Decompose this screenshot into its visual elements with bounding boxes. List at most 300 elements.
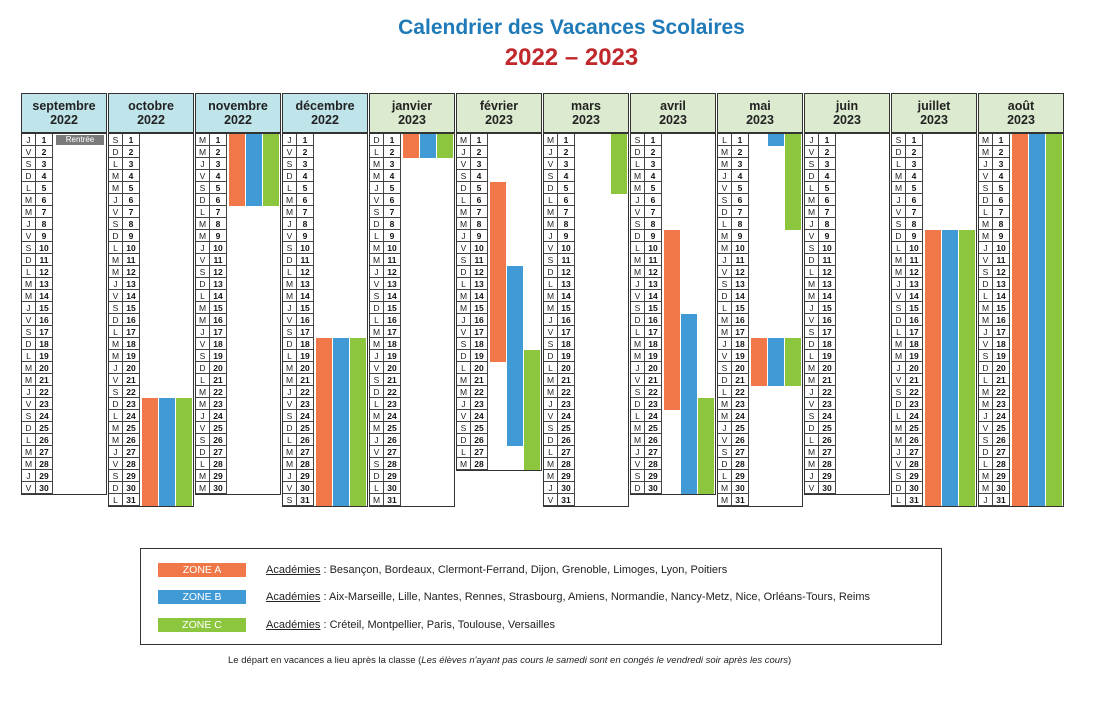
day-row — [109, 146, 193, 158]
weekday-letter: V — [283, 398, 297, 410]
weekday-letter: M — [457, 374, 471, 386]
day-row — [805, 158, 889, 170]
day-number: 7 — [819, 206, 836, 218]
weekday-letter: S — [892, 218, 906, 230]
day-number: 8 — [36, 218, 53, 230]
weekday-letter: M — [196, 470, 210, 482]
weekday-letter: M — [22, 446, 36, 458]
day-row — [370, 302, 454, 314]
day-number: 19 — [906, 350, 923, 362]
day-number: 17 — [993, 326, 1010, 338]
day-row — [283, 278, 367, 290]
weekday-letter: M — [718, 230, 732, 242]
holiday-bar-zone-c — [437, 134, 453, 158]
day-number: 29 — [36, 470, 53, 482]
weekday-letter: S — [718, 362, 732, 374]
day-number: 11 — [297, 254, 314, 266]
holiday-bar-zone-c — [959, 230, 975, 506]
day-row — [196, 422, 280, 434]
weekday-letter: M — [544, 134, 558, 146]
day-number: 7 — [732, 206, 749, 218]
weekday-letter: M — [544, 458, 558, 470]
day-number: 16 — [993, 314, 1010, 326]
day-number: 31 — [558, 494, 575, 506]
day-number: 13 — [906, 278, 923, 290]
day-row — [631, 146, 715, 158]
day-number: 2 — [906, 146, 923, 158]
month-year: 2023 — [398, 113, 426, 127]
weekday-letter: D — [544, 350, 558, 362]
weekday-letter: M — [979, 146, 993, 158]
weekday-letter: V — [805, 314, 819, 326]
day-number: 18 — [819, 338, 836, 350]
month-year: 2023 — [659, 113, 687, 127]
weekday-letter: D — [892, 482, 906, 494]
day-row — [283, 254, 367, 266]
day-number: 18 — [906, 338, 923, 350]
day-number: 7 — [297, 206, 314, 218]
weekday-letter: J — [544, 314, 558, 326]
weekday-letter: J — [22, 470, 36, 482]
day-number: 22 — [297, 386, 314, 398]
day-number: 10 — [210, 242, 227, 254]
weekday-letter: M — [805, 458, 819, 470]
day-row — [718, 290, 802, 302]
day-number: 24 — [558, 410, 575, 422]
weekday-letter: V — [544, 410, 558, 422]
weekday-letter: V — [892, 290, 906, 302]
weekday-letter: J — [283, 386, 297, 398]
day-row — [892, 194, 976, 206]
day-number: 21 — [384, 374, 401, 386]
day-number: 4 — [384, 170, 401, 182]
weekday-letter: M — [718, 242, 732, 254]
weekday-letter: D — [892, 398, 906, 410]
month-name: janvier — [391, 99, 433, 113]
day-number: 21 — [471, 374, 488, 386]
day-row — [544, 338, 628, 350]
day-number: 13 — [645, 278, 662, 290]
day-number: 7 — [123, 206, 140, 218]
day-row — [370, 458, 454, 470]
day-number: 1 — [210, 134, 227, 146]
weekday-letter: L — [979, 206, 993, 218]
footnote-end: ) — [788, 655, 792, 666]
day-row — [718, 410, 802, 422]
day-number: 1 — [819, 134, 836, 146]
holiday-bar-zone-b — [159, 398, 175, 506]
month-days — [369, 133, 455, 507]
weekday-letter: D — [109, 398, 123, 410]
holiday-bar-zone-a — [925, 230, 941, 506]
day-number: 10 — [384, 242, 401, 254]
weekday-letter: D — [979, 362, 993, 374]
weekday-letter: L — [979, 374, 993, 386]
day-row — [109, 278, 193, 290]
day-number: 3 — [471, 158, 488, 170]
day-number: 27 — [123, 446, 140, 458]
day-number: 27 — [297, 446, 314, 458]
day-number: 6 — [471, 194, 488, 206]
weekday-letter: V — [109, 458, 123, 470]
weekday-letter: J — [196, 410, 210, 422]
month-name: février — [479, 99, 519, 113]
weekday-letter: L — [892, 158, 906, 170]
day-number: 22 — [384, 386, 401, 398]
day-row — [805, 326, 889, 338]
weekday-letter: L — [196, 374, 210, 386]
day-number: 16 — [471, 314, 488, 326]
day-number: 16 — [297, 314, 314, 326]
day-row — [196, 470, 280, 482]
day-number: 8 — [732, 218, 749, 230]
day-number: 20 — [906, 362, 923, 374]
weekday-letter: V — [544, 494, 558, 506]
zone-b-swatch: ZONE B — [158, 590, 246, 604]
weekday-letter: M — [544, 470, 558, 482]
day-number: 21 — [297, 374, 314, 386]
weekday-letter: J — [457, 230, 471, 242]
weekday-letter: S — [631, 302, 645, 314]
weekday-letter: M — [457, 206, 471, 218]
day-number: 2 — [645, 146, 662, 158]
weekday-letter: M — [370, 170, 384, 182]
page-title: Calendrier des Vacances Scolaires — [398, 16, 745, 39]
day-row — [718, 242, 802, 254]
month-header — [717, 93, 803, 133]
weekday-letter: L — [283, 182, 297, 194]
day-number: 1 — [36, 134, 53, 146]
weekday-letter: M — [109, 266, 123, 278]
day-number: 31 — [906, 494, 923, 506]
weekday-letter: M — [370, 242, 384, 254]
holiday-bar-zone-c — [263, 134, 279, 206]
holiday-bar-zone-b — [942, 230, 958, 506]
academies-list: : Créteil, Montpellier, Paris, Toulouse, Versailles — [320, 619, 555, 631]
day-row — [892, 170, 976, 182]
day-number: 26 — [732, 434, 749, 446]
day-number: 19 — [645, 350, 662, 362]
weekday-letter: M — [457, 386, 471, 398]
day-row — [22, 134, 106, 146]
day-number: 27 — [819, 446, 836, 458]
weekday-letter: M — [979, 230, 993, 242]
weekday-letter: M — [892, 170, 906, 182]
day-number: 26 — [645, 434, 662, 446]
day-number: 14 — [645, 290, 662, 302]
weekday-letter: S — [631, 134, 645, 146]
academies-label: Académies — [266, 591, 321, 603]
weekday-letter: V — [370, 194, 384, 206]
weekday-letter: S — [979, 266, 993, 278]
weekday-letter: J — [979, 410, 993, 422]
day-number: 2 — [36, 146, 53, 158]
day-number: 20 — [732, 362, 749, 374]
day-number: 14 — [819, 290, 836, 302]
day-number: 3 — [732, 158, 749, 170]
weekday-letter: V — [892, 206, 906, 218]
weekday-letter: D — [718, 290, 732, 302]
day-row — [196, 314, 280, 326]
day-row — [283, 266, 367, 278]
day-number: 28 — [732, 458, 749, 470]
weekday-letter: L — [544, 362, 558, 374]
day-number: 19 — [558, 350, 575, 362]
day-number: 4 — [210, 170, 227, 182]
day-row — [805, 206, 889, 218]
weekday-letter: D — [283, 422, 297, 434]
day-row — [196, 434, 280, 446]
weekday-letter: J — [370, 350, 384, 362]
day-number: 10 — [906, 242, 923, 254]
day-row — [544, 422, 628, 434]
day-number: 11 — [384, 254, 401, 266]
weekday-letter: M — [718, 398, 732, 410]
day-row — [370, 470, 454, 482]
weekday-letter: L — [109, 410, 123, 422]
weekday-letter: V — [544, 326, 558, 338]
weekday-letter: L — [892, 242, 906, 254]
day-row — [109, 254, 193, 266]
day-number: 21 — [558, 374, 575, 386]
day-number: 16 — [384, 314, 401, 326]
day-number: 15 — [471, 302, 488, 314]
academies-label: Académies — [266, 619, 321, 631]
day-row — [805, 470, 889, 482]
month-name: avril — [660, 99, 686, 113]
day-number: 16 — [906, 314, 923, 326]
holiday-bar-zone-a — [229, 134, 245, 206]
weekday-letter: V — [631, 458, 645, 470]
weekday-letter: S — [370, 290, 384, 302]
day-row — [718, 398, 802, 410]
day-number: 30 — [819, 482, 836, 494]
weekday-letter: S — [892, 386, 906, 398]
weekday-letter: M — [283, 194, 297, 206]
day-row — [457, 146, 541, 158]
day-row — [370, 206, 454, 218]
day-number: 3 — [819, 158, 836, 170]
weekday-letter: L — [457, 194, 471, 206]
weekday-letter: M — [283, 290, 297, 302]
day-row — [805, 278, 889, 290]
day-row — [805, 290, 889, 302]
weekday-letter: J — [979, 242, 993, 254]
day-number: 23 — [732, 398, 749, 410]
weekday-letter: M — [283, 446, 297, 458]
month-header — [195, 93, 281, 133]
day-number: 25 — [906, 422, 923, 434]
weekday-letter: M — [196, 314, 210, 326]
day-number: 23 — [297, 398, 314, 410]
day-number: 11 — [993, 254, 1010, 266]
day-number: 28 — [123, 458, 140, 470]
day-number: 21 — [819, 374, 836, 386]
day-row — [283, 326, 367, 338]
weekday-letter: V — [196, 170, 210, 182]
weekday-letter: M — [718, 494, 732, 506]
day-number: 1 — [645, 134, 662, 146]
day-number: 29 — [384, 470, 401, 482]
weekday-letter: S — [457, 254, 471, 266]
day-row — [544, 494, 628, 506]
day-number: 17 — [732, 326, 749, 338]
day-number: 15 — [123, 302, 140, 314]
day-row — [370, 182, 454, 194]
day-row — [370, 266, 454, 278]
day-number: 2 — [819, 146, 836, 158]
day-number: 9 — [123, 230, 140, 242]
day-row — [544, 326, 628, 338]
weekday-letter: V — [370, 362, 384, 374]
weekday-letter: D — [283, 338, 297, 350]
day-row — [22, 266, 106, 278]
day-row — [805, 362, 889, 374]
day-number: 2 — [558, 146, 575, 158]
month-year: 2023 — [572, 113, 600, 127]
day-number: 9 — [993, 230, 1010, 242]
day-number: 12 — [645, 266, 662, 278]
day-number: 22 — [471, 386, 488, 398]
day-number: 7 — [210, 206, 227, 218]
weekday-letter: V — [718, 266, 732, 278]
day-number: 23 — [123, 398, 140, 410]
day-number: 8 — [819, 218, 836, 230]
weekday-letter: S — [109, 470, 123, 482]
day-number: 24 — [819, 410, 836, 422]
weekday-letter: J — [370, 182, 384, 194]
weekday-letter: S — [22, 242, 36, 254]
day-number: 9 — [471, 230, 488, 242]
weekday-letter: M — [370, 410, 384, 422]
day-row — [196, 386, 280, 398]
day-number: 10 — [471, 242, 488, 254]
day-number: 22 — [993, 386, 1010, 398]
holiday-bar-zone-a — [1012, 134, 1028, 506]
day-row — [283, 158, 367, 170]
day-row — [718, 266, 802, 278]
day-row — [805, 422, 889, 434]
weekday-letter: M — [283, 206, 297, 218]
day-number: 8 — [471, 218, 488, 230]
day-number: 13 — [993, 278, 1010, 290]
day-row — [805, 458, 889, 470]
day-number: 11 — [732, 254, 749, 266]
day-row — [109, 170, 193, 182]
day-number: 10 — [732, 242, 749, 254]
day-number: 14 — [732, 290, 749, 302]
month-year: 2022 — [311, 113, 339, 127]
day-number: 6 — [210, 194, 227, 206]
day-row — [196, 266, 280, 278]
weekday-letter: M — [544, 206, 558, 218]
day-number: 20 — [297, 362, 314, 374]
weekday-letter: S — [22, 326, 36, 338]
month-days — [891, 133, 977, 507]
weekday-letter: M — [22, 278, 36, 290]
day-row — [22, 218, 106, 230]
weekday-letter: M — [196, 398, 210, 410]
day-number: 6 — [123, 194, 140, 206]
day-row — [805, 254, 889, 266]
day-number: 8 — [645, 218, 662, 230]
weekday-letter: D — [370, 470, 384, 482]
weekday-letter: M — [718, 410, 732, 422]
weekday-letter: D — [631, 398, 645, 410]
day-number: 5 — [819, 182, 836, 194]
day-number: 3 — [384, 158, 401, 170]
day-number: 22 — [645, 386, 662, 398]
weekday-letter: M — [22, 194, 36, 206]
day-number: 16 — [645, 314, 662, 326]
weekday-letter: M — [283, 458, 297, 470]
weekday-letter: L — [631, 242, 645, 254]
weekday-letter: S — [196, 434, 210, 446]
day-row — [22, 362, 106, 374]
day-number: 14 — [123, 290, 140, 302]
day-row — [805, 398, 889, 410]
day-number: 22 — [210, 386, 227, 398]
weekday-letter: D — [22, 338, 36, 350]
day-number: 30 — [732, 482, 749, 494]
month-header — [108, 93, 194, 133]
day-number: 31 — [297, 494, 314, 506]
day-number: 29 — [123, 470, 140, 482]
weekday-letter: J — [283, 470, 297, 482]
weekday-letter: L — [109, 158, 123, 170]
weekday-letter: V — [805, 146, 819, 158]
day-row — [805, 350, 889, 362]
day-row — [196, 338, 280, 350]
day-number: 29 — [297, 470, 314, 482]
day-row — [22, 338, 106, 350]
weekday-letter: M — [196, 482, 210, 494]
weekday-letter: M — [457, 302, 471, 314]
weekday-letter: M — [22, 290, 36, 302]
weekday-letter: D — [805, 338, 819, 350]
day-number: 17 — [558, 326, 575, 338]
weekday-letter: J — [631, 362, 645, 374]
day-number: 21 — [123, 374, 140, 386]
weekday-letter: S — [805, 242, 819, 254]
weekday-letter: D — [370, 218, 384, 230]
weekday-letter: L — [457, 278, 471, 290]
day-number: 10 — [558, 242, 575, 254]
day-number: 24 — [645, 410, 662, 422]
day-row — [892, 158, 976, 170]
weekday-letter: J — [718, 422, 732, 434]
day-number: 3 — [210, 158, 227, 170]
day-row — [22, 230, 106, 242]
day-number: 12 — [210, 266, 227, 278]
weekday-letter: L — [718, 470, 732, 482]
weekday-letter: D — [109, 482, 123, 494]
day-number: 25 — [210, 422, 227, 434]
holiday-bar-zone-a — [664, 230, 680, 410]
weekday-letter: M — [979, 386, 993, 398]
day-row — [370, 230, 454, 242]
day-number: 5 — [123, 182, 140, 194]
month-name: juillet — [917, 99, 951, 113]
day-row — [22, 446, 106, 458]
day-row — [22, 398, 106, 410]
day-number: 13 — [36, 278, 53, 290]
month-days — [630, 133, 716, 495]
day-row — [22, 386, 106, 398]
weekday-letter: J — [544, 482, 558, 494]
day-row — [196, 230, 280, 242]
day-row — [370, 350, 454, 362]
